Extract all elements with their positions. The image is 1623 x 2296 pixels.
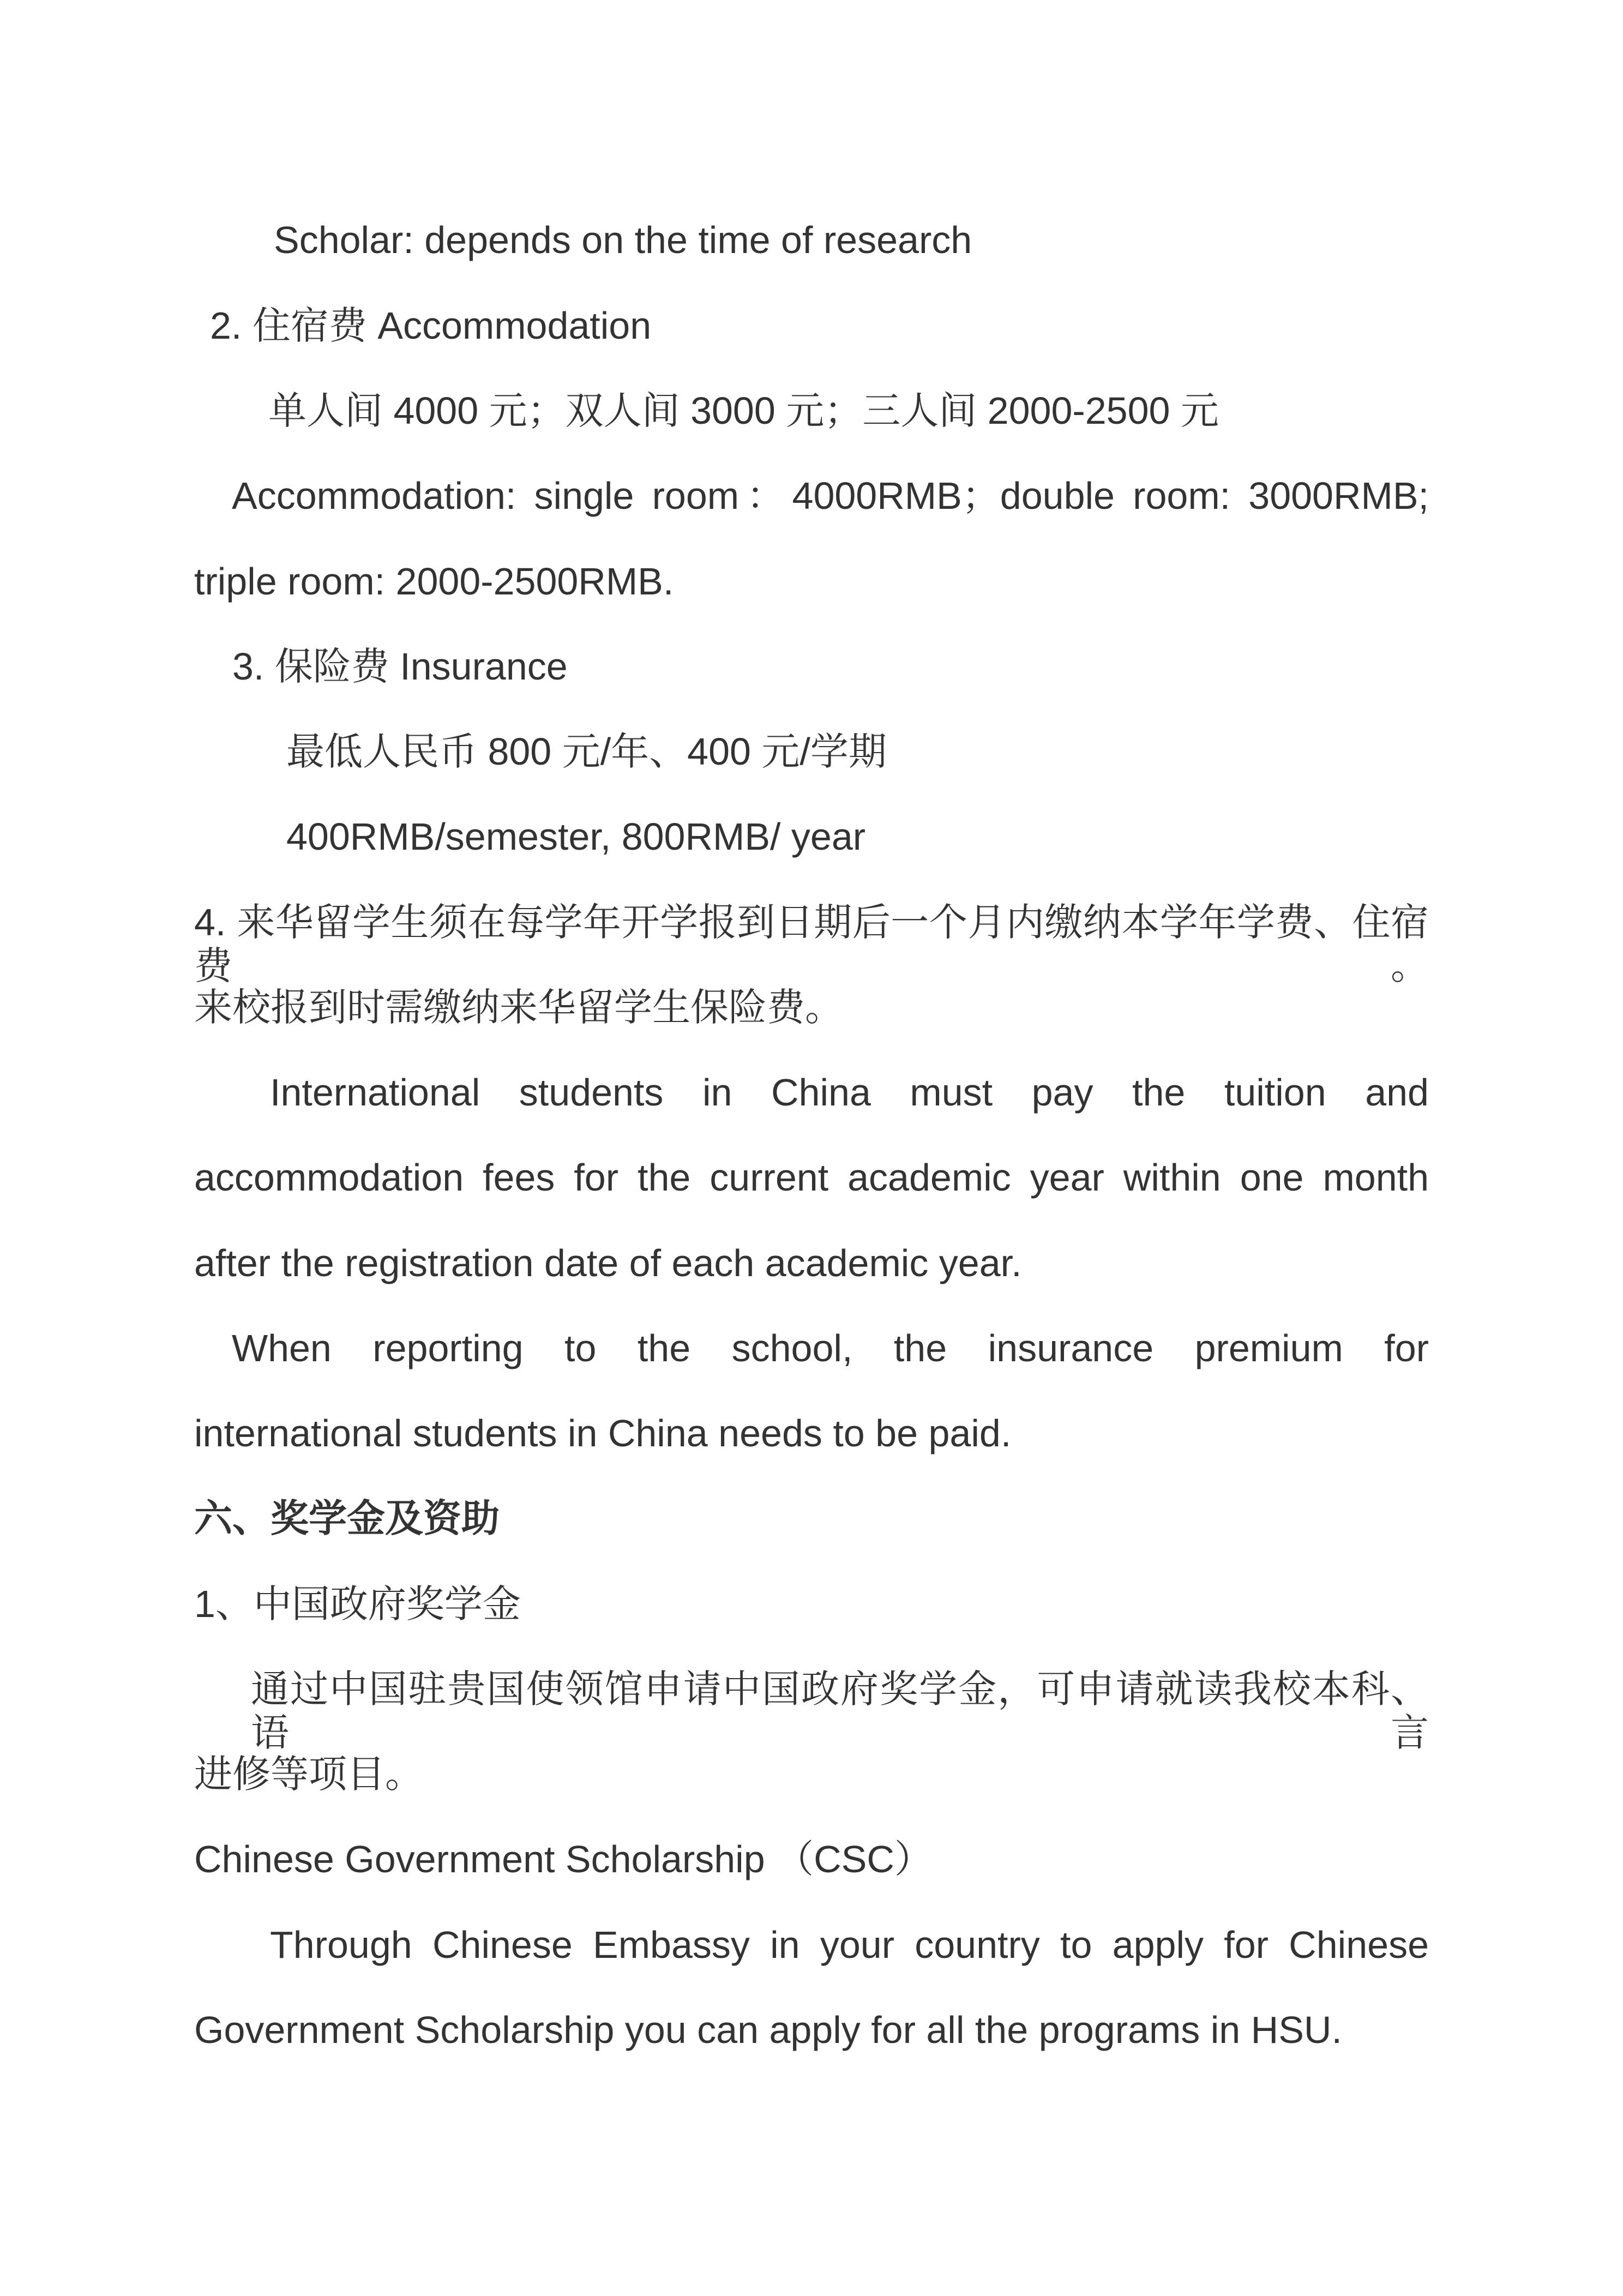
insurance-fees-chinese: 最低人民币 800 元/年、400 元/学期	[286, 730, 887, 773]
payment-rule-chinese-line1: 4. 来华留学生须在每学年开学报到日期后一个月内缴纳本学年学费、住宿费。	[194, 901, 1429, 987]
payment-rule-english-line3: after the registration date of each academic year.	[194, 1242, 1022, 1284]
csc-description-english-line2: Government Scholarship you can apply for all the programs in HSU.	[194, 2009, 1342, 2051]
csc-description-chinese-line2: 进修等项目。	[194, 1753, 423, 1795]
scholar-duration-text: Scholar: depends on the time of research	[274, 219, 972, 261]
insurance-rule-english-line1: When reporting to the school, the insurance premium for	[232, 1327, 1429, 1369]
insurance-fees-english: 400RMB/semester, 800RMB/ year	[286, 815, 866, 858]
csc-subheading-english: Chinese Government Scholarship （CSC）	[194, 1838, 933, 1880]
insurance-rule-english-line2: international students in China needs to be paid.	[194, 1412, 1012, 1454]
accommodation-heading: 2. 住宿费 Accommodation	[210, 304, 652, 347]
payment-rule-english-line2: accommodation fees for the current academic year within one month	[194, 1156, 1429, 1199]
payment-rule-chinese-line2: 来校报到时需缴纳来华留学生保险费。	[194, 986, 843, 1029]
accommodation-fees-english-line1: Accommodation: single room：4000RMB；double room: 3000RMB;	[232, 474, 1429, 517]
accommodation-fees-chinese: 单人间 4000 元；双人间 3000 元；三人间 2000-2500 元	[268, 389, 1219, 432]
scholarship-section-heading: 六、奖学金及资助	[194, 1497, 500, 1540]
payment-rule-english-line1: International students in China must pay the tuition and	[270, 1071, 1429, 1114]
csc-description-chinese-line1: 通过中国驻贵国使领馆申请中国政府奖学金，可申请就读我校本科、语言	[251, 1668, 1429, 1754]
csc-subheading-chinese: 1、中国政府奖学金	[194, 1583, 521, 1625]
insurance-heading: 3. 保险费 Insurance	[232, 645, 568, 688]
csc-description-english-line1: Through Chinese Embassy in your country to apply for Chinese	[270, 1924, 1429, 1966]
accommodation-fees-english-line2: triple room: 2000-2500RMB.	[194, 560, 674, 603]
